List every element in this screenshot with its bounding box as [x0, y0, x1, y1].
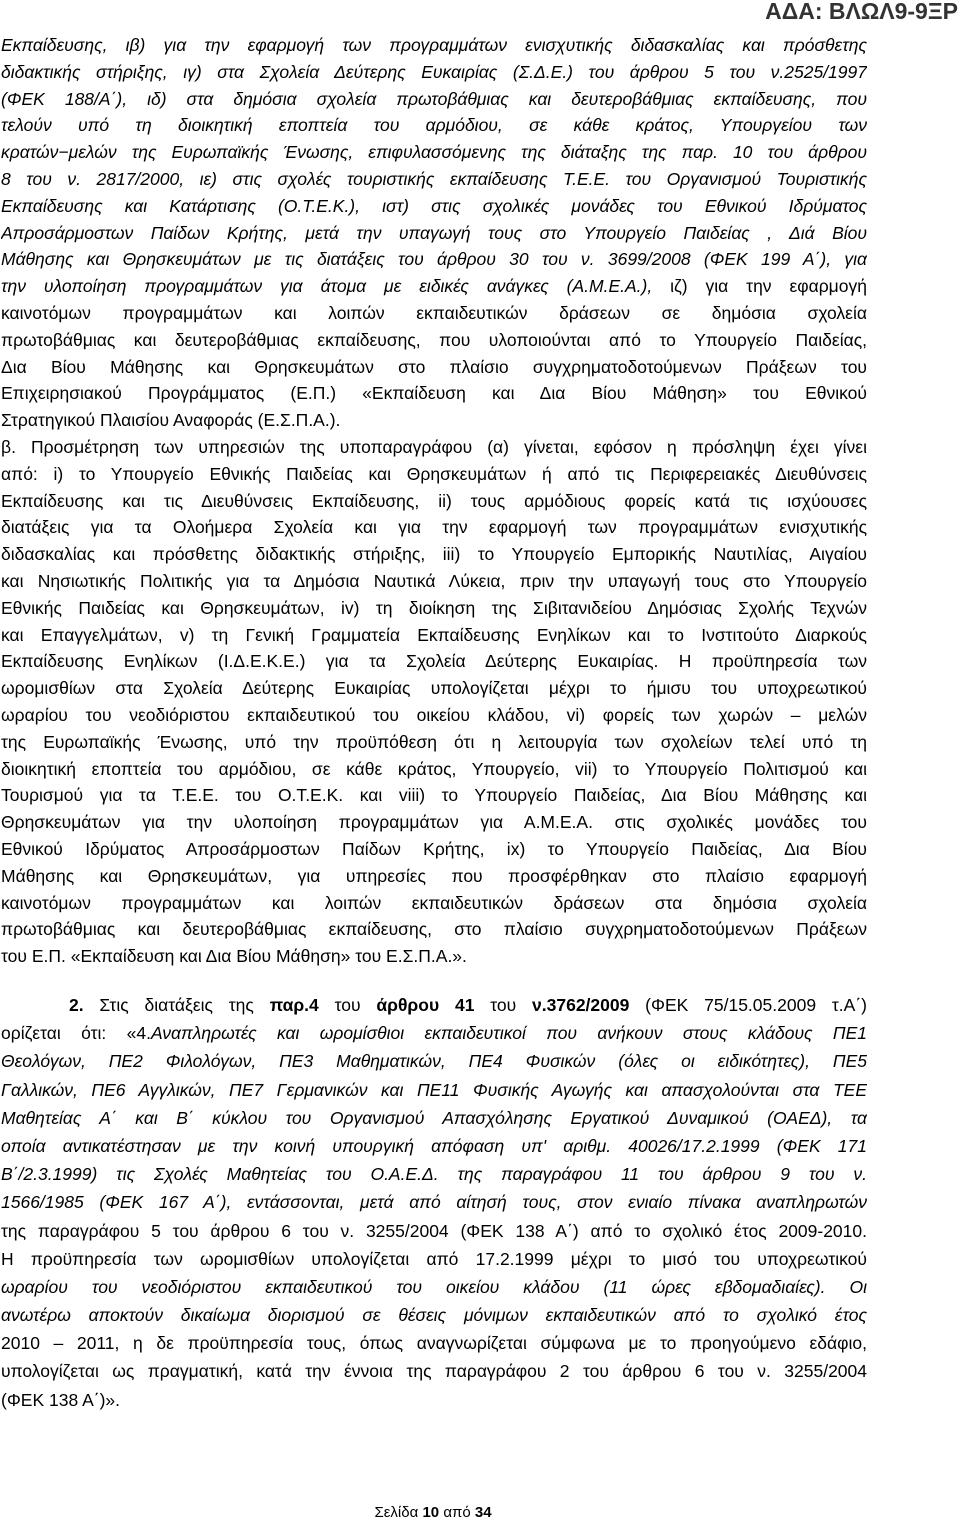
text-line: τελούν υπό τη διοικητική εποπτεία του αρμόδιου, σε κάθε κράτος, Υπουργείου των [1, 115, 867, 136]
text-line: ωρομισθίων στα Σχολεία Δεύτερης Ευκαιρίας υπολογίζεται μέχρι το ήμισυ του υποχρεωτικού [1, 678, 867, 699]
text-line: κρατών−μελών της Ευρωπαϊκής Ένωσης, επιφυλασσόμενης της διάταξης της παρ. 10 του άρθρου [1, 142, 867, 163]
text-line: από: i) το Υπουργείο Εθνικής Παιδείας και Θρησκευμάτων ή από τις Περιφερειακές Διευθύνσεις [1, 463, 867, 484]
text-line: Μάθησης και Θρησκευμάτων με τις διατάξεις του άρθρου 30 του ν. 3699/2008 (ΦΕΚ 199 Α΄), για [1, 249, 867, 270]
text-line: της Ευρωπαϊκής Ένωσης, υπό την προϋπόθεση ότι η λειτουργία των σχολείων τελεί υπό τη [1, 731, 867, 752]
text-line: Τουρισμού για τα Τ.Ε.Ε. του Ο.Τ.Ε.Κ. και viii) το Υπουργείο Παιδείας, Δια Βίου Μάθησης και [1, 785, 867, 806]
text-segment: άρθρου 41 [376, 995, 475, 1015]
text-line: Εθνικής Παιδείας και Θρησκευμάτων, iv) τη διοίκηση της Σιβιτανιδείου Δημόσιας Σχολής Τεχνών [1, 597, 867, 618]
text-line: Δια Βίου Μάθησης και Θρησκευμάτων στο πλαίσιο συγχρηματοδοτούμενων Πράξεων του [1, 356, 867, 377]
text-line: καινοτόμων προγραμμάτων και λοιπών εκπαιδευτικών δράσεων σε δημόσια σχολεία [1, 302, 867, 323]
text-line: Η προϋπηρεσία των ωρομισθίων υπολογίζεται από 17.2.1999 μέχρι το μισό του υποχρεωτικού [1, 1248, 867, 1269]
text-line: πρωτοβάθμιας και δευτεροβάθμιας εκπαίδευσης, που υλοποιούνται από το Υπουργείο Παιδείας, [1, 329, 867, 350]
text-line: (ΦΕΚ 188/Α΄), ιδ) στα δημόσια σχολεία πρωτοβάθμιας και δευτεροβάθμιας εκπαίδευσης, που [1, 88, 867, 109]
text-segment: (ΦΕΚ 75/15.05.2009 τ.Α΄) [629, 995, 867, 1015]
page-footer [0, 1504, 866, 1522]
item-number: 2. [69, 995, 84, 1015]
page-number: 10 [422, 1504, 440, 1521]
text-line: 8 του ν. 2817/2000, ιε) στις σχολές τουριστικής εκπαίδευσης Τ.Ε.Ε. του Οργανισμού Τουριστικής [1, 168, 867, 189]
item-heading-line [1, 991, 867, 1019]
page-of-label: από [443, 1504, 471, 1521]
text-line: του Ε.Π. «Εκπαίδευση και Δια Βίου Μάθηση» του Ε.Σ.Π.Α.». [1, 946, 467, 967]
text-line [1, 1019, 867, 1047]
text-line: υπολογίζεται ως πραγματική, κατά την έννοια της παραγράφου 2 του άρθρου 6 του ν. 3255/2004 [1, 1361, 867, 1382]
text-line: Θρησκευμάτων για την υλοποίηση προγραμμάτων για Α.Μ.Ε.Α. στις σχολικές μονάδες του [1, 812, 867, 833]
text-segment: παρ.4 [269, 995, 319, 1015]
text-line: οποία αντικατέστησαν με την κοινή υπουργική απόφαση υπ' αριθμ. 40026/17.2.1999 (ΦΕΚ 171 [1, 1135, 867, 1156]
text-line: Εκπαίδευσης και τις Διευθύνσεις Εκπαίδευσης, ii) τους αρμόδιους φορείς κατά τις ισχύουσες [1, 490, 867, 511]
text-line: διοικητική εποπτεία του αρμόδιου, σε κάθε κράτος, Υπουργείο, vii) το Υπουργείο Πολιτισμού και [1, 758, 867, 779]
paragraph-a [1, 32, 867, 434]
text-line: β. Προσμέτρηση των υπηρεσιών της υποπαραγράφου (α) γίνεται, εφόσον η πρόσληψη έχει γίνει [1, 437, 867, 457]
text-line: (ΦΕΚ 138 Α΄)». [1, 1389, 121, 1410]
ada-code: ΑΔΑ: ΒΛΩΛ9-9ΞΡ [765, 0, 958, 24]
text-line: Μαθητείας Α΄ και Β΄ κύκλου του Οργανισμού Απασχόλησης Εργατικού Δυναμικού (ΟΑΕΔ), τα [1, 1107, 867, 1128]
text-line: διδακτικής στήριξης, ιγ) στα Σχολεία Δεύτερης Ευκαιρίας (Σ.Δ.Ε.) του άρθρου 5 του ν.2525/1997 [1, 61, 867, 82]
text-line: πρωτοβάθμιας και δευτεροβάθμιας εκπαίδευσης, στο πλαίσιο συγχρηματοδοτούμενων Πράξεων [1, 919, 867, 940]
page-label: Σελίδα [374, 1504, 419, 1521]
text-line: Στρατηγικού Πλαισίου Αναφοράς (Ε.Σ.Π.Α.). [1, 410, 341, 431]
text-line: Εκπαίδευσης, ιβ) για την εφαρμογή των προγραμμάτων ενισχυτικής διδασκαλίας και πρόσθετης [1, 35, 867, 55]
text-segment: την υλοποίηση προγραμμάτων για άτομα με ειδικές ανάγκες (Α.Μ.Ε.Α.), [1, 276, 671, 297]
text-line: της παραγράφου 5 του άρθρου 6 του ν. 3255/2004 (ΦΕΚ 138 Α΄) από το σχολικό έτος 2009-2010. [1, 1220, 867, 1241]
text-line: Εκπαίδευσης Ενηλίκων (Ι.Δ.Ε.Κ.Ε.) για τα Σχολεία Δεύτερης Ευκαιρίας. Η προϋπηρεσία των [1, 651, 867, 672]
text-line: 1566/1985 (ΦΕΚ 167 Α΄), εντάσσονται, μετά από αίτησή τους, στον ενιαίο πίνακα αναπληρωτών [1, 1192, 867, 1213]
text-line: Εκπαίδευσης και Κατάρτισης (Ο.Τ.Ε.Κ.), ιστ) στις σχολικές μονάδες του Εθνικού Ιδρύματος [1, 195, 867, 216]
text-line: Θεολόγων, ΠΕ2 Φιλολόγων, ΠΕ3 Μαθηματικών, ΠΕ4 Φυσικών (όλες οι ειδικότητες), ΠΕ5 [1, 1051, 867, 1072]
text-segment: ιζ) για την εφαρμογή [670, 276, 867, 297]
text-line: και Νησιωτικής Πολιτικής για τα Δημόσια Ναυτικά Λύκεια, πριν την υπαγωγή τους στο Υπουργείο [1, 570, 867, 591]
text-line: Απροσάρμοστων Παίδων Κρήτης, μετά την υπαγωγή τους στο Υπουργείο Παιδείας , Διά Βίου [1, 222, 867, 243]
text-line: Γαλλικών, ΠΕ6 Αγγλικών, ΠΕ7 Γερμανικών και ΠΕ11 Φυσικής Αγωγής και απασχολούνται στα ΤΕΕ [1, 1079, 867, 1100]
total-pages: 34 [474, 1504, 492, 1521]
text-segment: του [318, 995, 377, 1015]
text-line: Εθνικού Ιδρύματος Απροσάρμοστων Παίδων Κρήτης, ix) το Υπουργείο Παιδείας, Δια Βίου [1, 838, 867, 859]
paragraph-b [1, 434, 867, 970]
text-line: Επιχειρησιακού Προγράμματος (Ε.Π.) «Εκπαίδευση και Δια Βίου Μάθηση» του Εθνικού [1, 383, 867, 404]
text-line: Β΄/2.3.1999) τις Σχολές Μαθητείας του Ο.Α.Ε.Δ. της παραγράφου 11 του άρθρου 9 του ν. [1, 1164, 867, 1185]
text-line: και Επαγγελμάτων, v) τη Γενική Γραμματεία Εκπαίδευσης Ενηλίκων και το Ινστιτούτο Διαρκούς [1, 624, 867, 645]
text-line: ανωτέρω αποκτούν δικαίωμα διορισμού σε θέσεις μόνιμων εκπαιδευτικών από το σχολικό έτος [1, 1305, 867, 1326]
text-segment: ν.3762/2009 [532, 995, 630, 1015]
text-segment: Αναπληρωτές και ωρομίσθιοι εκπαιδευτικοί που ανήκουν στους κλάδους ΠΕ1 [150, 1023, 867, 1044]
text-segment: Στις διατάξεις της [83, 995, 270, 1015]
text-line: ωραρίου του νεοδιόριστου εκπαιδευτικού του οικείου κλάδου, vi) φορείς των χωρών – μελών [1, 704, 867, 725]
text-line: ωραρίου του νεοδιόριστου εκπαιδευτικού του οικείου κλάδου (11 ώρες εβδομαδιαίες). Οι [1, 1276, 867, 1297]
text-segment: του [474, 995, 533, 1015]
text-line: 2010 – 2011, η δε προϋπηρεσία τους, όπως αναγνωρίζεται σύμφωνα με το προηγούμενο εδάφιο, [1, 1333, 867, 1354]
text-segment: ορίζεται ότι: «4. [1, 1023, 151, 1044]
text-line: διατάξεις για τα Ολοήμερα Σχολεία και για την εφαρμογή των προγραμμάτων ενισχυτικής [1, 517, 867, 538]
text-line [1, 273, 867, 300]
text-line: καινοτόμων προγραμμάτων και λοιπών εκπαιδευτικών δράσεων στα δημόσια σχολεία [1, 892, 867, 913]
paragraph-item-2 [1, 991, 867, 1414]
text-line: διδασκαλίας και πρόσθετης διδακτικής στήριξης, iii) το Υπουργείο Εμπορικής Ναυτιλίας, Αιγαίου [1, 544, 867, 565]
text-line: Μάθησης και Θρησκευμάτων, για υπηρεσίες που προσφέρθηκαν στο πλαίσιο εφαρμογή [1, 865, 867, 886]
